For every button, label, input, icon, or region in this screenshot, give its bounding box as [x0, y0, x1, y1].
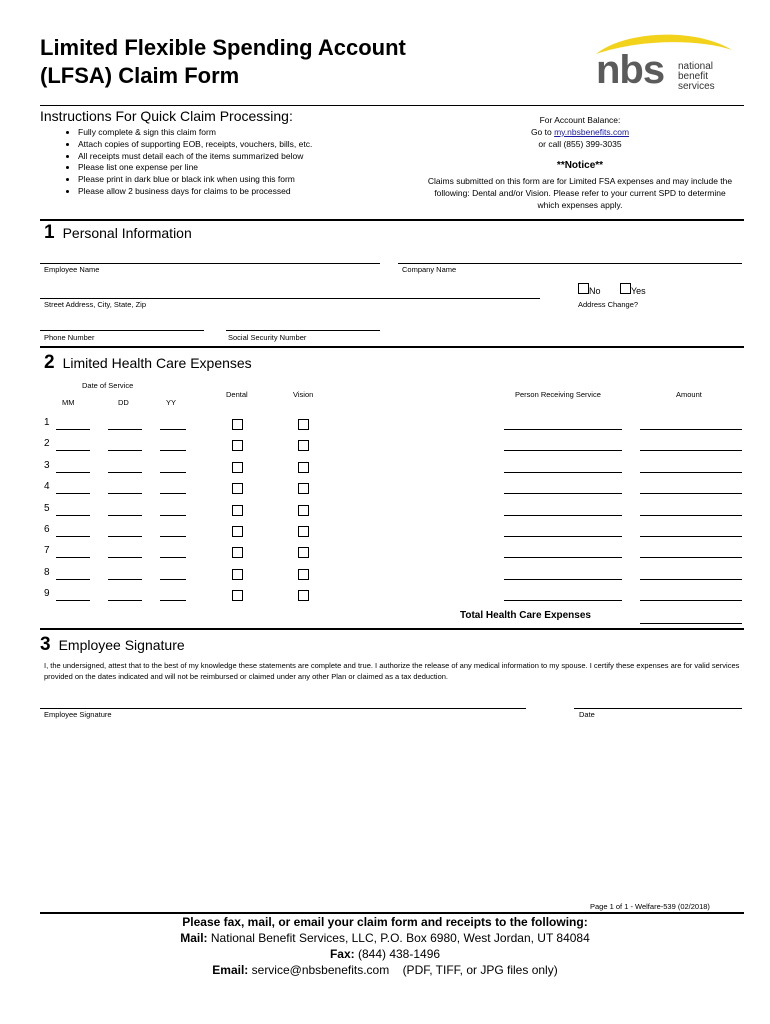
yy-field[interactable]	[160, 449, 186, 451]
signature-label: Employee Signature	[44, 710, 112, 719]
instruction-item: • Attach copies of supporting EOB, receipts, vouchers, bills, etc.	[78, 139, 418, 151]
date-label: Date	[579, 710, 595, 719]
section3-number: 3	[40, 634, 51, 655]
vision-checkbox[interactable]	[298, 462, 309, 473]
instruction-item: • Please list one expense per line	[78, 162, 418, 174]
fax-number: (844) 438-1496	[357, 947, 441, 961]
footer-fax	[0, 947, 770, 963]
vision-checkbox[interactable]	[298, 440, 309, 451]
amount-field[interactable]	[640, 556, 742, 558]
mm-field[interactable]	[56, 599, 90, 601]
person-field[interactable]	[504, 471, 622, 473]
footer-rule	[40, 912, 744, 914]
yes-checkbox[interactable]	[620, 283, 631, 294]
account-prefix: Go to	[530, 127, 555, 137]
signature-field[interactable]	[40, 708, 526, 709]
amount-header: Amount	[676, 390, 702, 399]
header-divider	[40, 105, 744, 106]
section1-title: Personal Information	[62, 225, 192, 241]
yy-field[interactable]	[160, 535, 186, 537]
dental-checkbox[interactable]	[232, 462, 243, 473]
address-change-label: Address Change?	[578, 300, 639, 309]
footer-mail	[0, 931, 770, 947]
mm-header: MM	[62, 398, 75, 407]
mm-field[interactable]	[56, 514, 90, 516]
total-amount-field[interactable]	[640, 622, 742, 624]
instruction-item: • All receipts must detail each of the items summarized below	[78, 151, 418, 163]
mm-field[interactable]	[56, 578, 90, 580]
row-number: 5	[44, 503, 50, 514]
account-line1: For Account Balance:	[539, 115, 621, 125]
yy-field[interactable]	[160, 556, 186, 558]
mm-field[interactable]	[56, 492, 90, 494]
mail-address: National Benefit Services, LLC, P.O. Box 6980, West Jordan, UT 84084	[210, 931, 590, 945]
ssn-field[interactable]	[226, 330, 380, 331]
section2-number: 2	[44, 352, 55, 373]
dd-field[interactable]	[108, 514, 142, 516]
email-address[interactable]: service@nbsbenefits.com	[251, 963, 390, 977]
vision-checkbox[interactable]	[298, 419, 309, 430]
address-change-no[interactable]	[578, 283, 601, 296]
yes-label: Yes	[631, 286, 646, 296]
dd-field[interactable]	[108, 449, 142, 451]
vision-checkbox[interactable]	[298, 526, 309, 537]
row-number: 1	[44, 417, 50, 428]
notice-text: Claims submitted on this form are for Limited FSA expenses and may include the following: Dental and/or Vision. Please refer to your current SPD to determine which expenses apply.	[427, 176, 733, 210]
section2-header	[44, 352, 252, 374]
row-number: 8	[44, 567, 50, 578]
vision-checkbox[interactable]	[298, 547, 309, 558]
section3-rule	[40, 628, 744, 630]
dental-header: Dental	[226, 390, 248, 399]
vision-checkbox[interactable]	[298, 483, 309, 494]
yy-field[interactable]	[160, 492, 186, 494]
logo-tag3: services	[678, 81, 715, 92]
dd-field[interactable]	[108, 578, 142, 580]
logo-brand: nbs	[596, 48, 665, 92]
email-note: (PDF, TIFF, or JPG files only)	[402, 963, 558, 977]
vision-header: Vision	[293, 390, 314, 399]
dd-field[interactable]	[108, 599, 142, 601]
ssn-label: Social Security Number	[228, 333, 307, 342]
person-field[interactable]	[504, 599, 622, 601]
section3-title: Employee Signature	[58, 637, 185, 653]
dental-checkbox[interactable]	[232, 440, 243, 451]
vision-checkbox[interactable]	[298, 590, 309, 601]
instructions-heading: Instructions For Quick Claim Processing:	[40, 108, 293, 124]
logo-tag2: benefit	[678, 71, 709, 82]
dd-field[interactable]	[108, 471, 142, 473]
section1-header	[44, 222, 192, 244]
instruction-item: • Fully complete & sign this claim form	[78, 127, 418, 139]
dental-checkbox[interactable]	[232, 547, 243, 558]
vision-checkbox[interactable]	[298, 505, 309, 516]
footer-heading: Please fax, mail, or email your claim form and receipts to the following:	[182, 915, 588, 929]
person-field[interactable]	[504, 514, 622, 516]
mm-field[interactable]	[56, 449, 90, 451]
dd-field[interactable]	[108, 556, 142, 558]
mm-field[interactable]	[56, 535, 90, 537]
no-checkbox[interactable]	[578, 283, 589, 294]
address-change-yes[interactable]	[620, 283, 646, 296]
attestation-text: I, the undersigned, attest that to the best of my knowledge these statements are complete and true. I authorize the release of any medical information to my spouse. I certify these expenses are for valid services provided on the dates indicated and will not be reimbursed or claimed under any other Plan or claimed as a tax deduction.	[44, 661, 740, 681]
row-number: 7	[44, 545, 50, 556]
person-field[interactable]	[504, 449, 622, 451]
vision-checkbox[interactable]	[298, 569, 309, 580]
page-info: Page 1 of 1 - Welfare-539 (02/2018)	[590, 902, 710, 911]
amount-field[interactable]	[640, 471, 742, 473]
total-label: Total Health Care Expenses	[460, 610, 591, 621]
section2-rule	[40, 346, 744, 348]
logo-tagline	[678, 62, 715, 92]
dental-checkbox[interactable]	[232, 569, 243, 580]
notice-heading: **Notice**	[556, 160, 604, 171]
date-of-service-label: Date of Service	[82, 381, 134, 390]
account-balance-info	[470, 114, 690, 150]
amount-field[interactable]	[640, 492, 742, 494]
row-number: 2	[44, 438, 50, 449]
person-field[interactable]	[504, 578, 622, 580]
account-line3: or call (855) 399-3035	[538, 139, 622, 149]
person-field[interactable]	[504, 535, 622, 537]
dd-header: DD	[118, 398, 129, 407]
dental-checkbox[interactable]	[232, 590, 243, 601]
section1-number: 1	[44, 222, 55, 243]
instruction-item: • Please allow 2 business days for claims to be processed	[78, 186, 418, 198]
phone-field[interactable]	[40, 330, 204, 331]
dental-checkbox[interactable]	[232, 419, 243, 430]
row-number: 9	[44, 588, 50, 599]
email-label: Email:	[212, 963, 249, 977]
street-address-field[interactable]	[40, 298, 540, 299]
amount-field[interactable]	[640, 578, 742, 580]
company-name-field[interactable]	[398, 263, 742, 264]
dental-checkbox[interactable]	[232, 483, 243, 494]
dental-checkbox[interactable]	[232, 505, 243, 516]
company-name-label: Company Name	[402, 265, 457, 274]
yy-field[interactable]	[160, 514, 186, 516]
logo-tag1: national	[678, 61, 714, 72]
amount-field[interactable]	[640, 428, 742, 430]
account-link[interactable]: my.nbsbenefits.com	[554, 127, 630, 137]
form-title-line1: Limited Flexible Spending Account	[40, 35, 406, 60]
instruction-item: • Please print in dark blue or black ink when using this form	[78, 174, 418, 186]
mm-field[interactable]	[56, 471, 90, 473]
date-field[interactable]	[574, 708, 742, 709]
form-title	[40, 34, 406, 90]
person-header: Person Receiving Service	[515, 390, 601, 399]
row-number: 3	[44, 460, 50, 471]
no-label: No	[589, 286, 601, 296]
dental-checkbox[interactable]	[232, 526, 243, 537]
person-field[interactable]	[504, 556, 622, 558]
person-field[interactable]	[504, 492, 622, 494]
yy-header: YY	[166, 398, 177, 407]
yy-field[interactable]	[160, 471, 186, 473]
dd-field[interactable]	[108, 535, 142, 537]
form-title-line2: (LFSA) Claim Form	[40, 63, 240, 88]
footer-email	[0, 963, 770, 979]
section1-rule	[40, 219, 744, 221]
amount-field[interactable]	[640, 535, 742, 537]
amount-field[interactable]	[640, 449, 742, 451]
row-number: 4	[44, 481, 50, 492]
amount-field[interactable]	[640, 599, 742, 601]
yy-field[interactable]	[160, 599, 186, 601]
section3-header	[40, 634, 185, 656]
section2-title: Limited Health Care Expenses	[62, 355, 252, 371]
employee-name-label: Employee Name	[44, 265, 100, 274]
mail-label: Mail:	[180, 931, 208, 945]
yy-field[interactable]	[160, 578, 186, 580]
dd-field[interactable]	[108, 492, 142, 494]
nbs-logo	[586, 32, 736, 98]
mm-field[interactable]	[56, 428, 90, 430]
amount-field[interactable]	[640, 514, 742, 516]
person-field[interactable]	[504, 428, 622, 430]
yy-field[interactable]	[160, 428, 186, 430]
row-number: 6	[44, 524, 50, 535]
dd-field[interactable]	[108, 428, 142, 430]
phone-label: Phone Number	[44, 333, 95, 342]
fax-label: Fax:	[329, 947, 355, 961]
instructions-list	[60, 127, 418, 198]
account-line2	[470, 126, 690, 138]
mm-field[interactable]	[56, 556, 90, 558]
street-address-label: Street Address, City, State, Zip	[44, 300, 146, 309]
employee-name-field[interactable]	[40, 263, 380, 264]
